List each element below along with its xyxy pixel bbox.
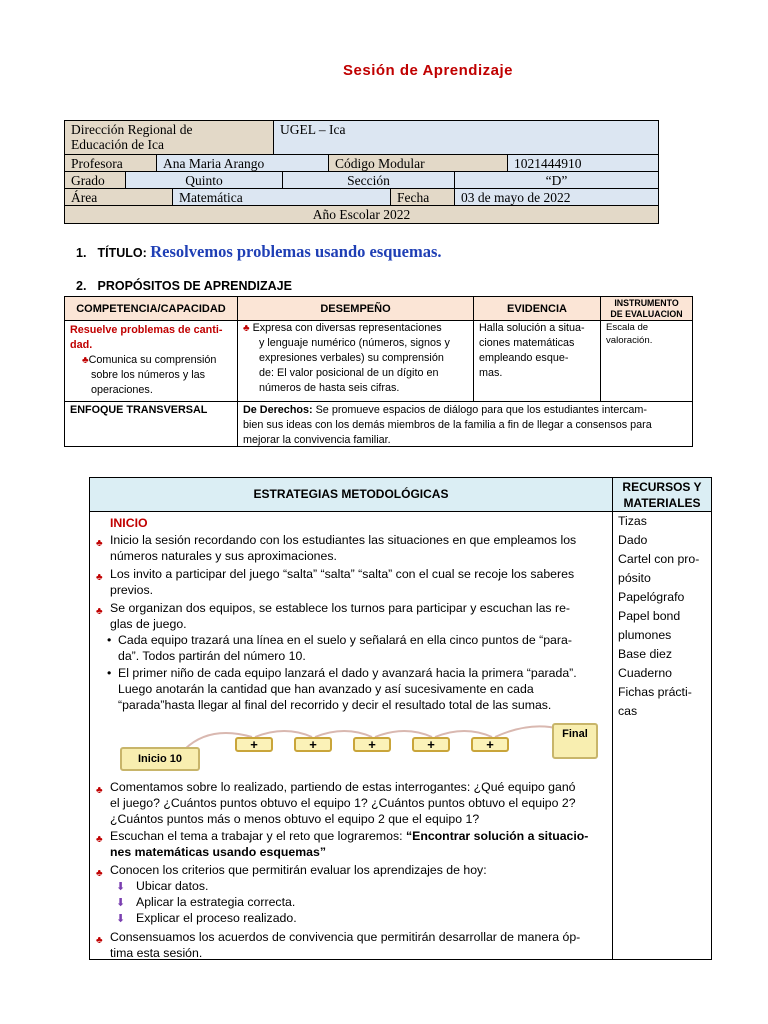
line-8: da”. Todos partirán del número 10. [118, 649, 306, 663]
area-value: Matemática [172, 188, 391, 206]
capacidad-line-1: Comunica su comprensión [88, 354, 217, 366]
instrumento-line-1: Escala de [606, 322, 649, 333]
propositos-heading [76, 279, 292, 293]
competencia-line-1: Resuelve problemas de canti- [70, 324, 223, 336]
recurso-item: plumones [618, 628, 672, 642]
criterio-1: Ubicar datos. [136, 879, 209, 893]
fecha-label: Fecha [390, 188, 455, 206]
instrumento-header-1: INSTRUMENTO [614, 298, 679, 308]
arc [495, 726, 560, 737]
line-6: glas de juego. [110, 617, 187, 631]
club-icon: ♣ [96, 606, 103, 617]
grado-value: Quinto [125, 171, 283, 189]
enfoque-label: ENFOQUE TRANSVERSAL [64, 401, 238, 447]
evidencia-cell [473, 320, 601, 402]
recurso-item: Base diez [618, 647, 673, 661]
line-7: Cada equipo trazará una línea en el suelo y señalará en ella cinco puntos de “para- [118, 633, 572, 647]
line-5: Se organizan dos equipos, se establece los turnos para participar y escuchan las re- [110, 601, 571, 615]
diagram-plus: + [294, 737, 332, 752]
capacidad-line-2: sobre los números y las [91, 369, 206, 381]
criterio-2: Aplicar la estrategia correcta. [136, 895, 296, 909]
line-4: previos. [110, 583, 154, 597]
line-16: nes matemáticas usando esquemas” [110, 845, 326, 859]
line-11: “parada”hasta llegar al final del recorrido y decir el resultado total de las sumas. [118, 698, 552, 712]
recurso-item: pósito [618, 571, 651, 585]
inicio-heading: INICIO [110, 516, 148, 530]
diagram-plus: + [353, 737, 391, 752]
club-icon: ♣ [96, 538, 103, 549]
recurso-item: Papel bond [618, 609, 681, 623]
instrumento-header [600, 296, 693, 321]
line-10: Luego anotarán la cantidad que han avanzado y así sucesivamente en cada [118, 682, 534, 696]
area-label: Área [64, 188, 173, 206]
propositos-number: 2. [76, 279, 87, 293]
line-15b: “Encontrar solución a situacio- [405, 829, 589, 843]
arrow-icon: ⬇ [116, 897, 126, 909]
recurso-item: Cuaderno [618, 666, 673, 680]
recursos-header-2: MATERIALES [623, 496, 701, 510]
recurso-item: Cartel con pro- [618, 552, 700, 566]
diagram-plus: + [471, 737, 509, 752]
enfoque-line-3: mejorar la convivencia familiar. [243, 434, 391, 446]
recurso-item: Dado [618, 533, 648, 547]
desempeno-header: DESEMPEÑO [237, 296, 474, 321]
club-icon: ♣ [96, 834, 103, 845]
line-13: el juego? ¿Cuántos puntos obtuvo el equipo 1? ¿Cuántos puntos obtuvo el equipo 2? [110, 796, 576, 810]
arrow-icon: ⬇ [116, 881, 126, 893]
club-icon: ♣ [96, 868, 103, 879]
enfoque-line-2: bien sus ideas con los demás miembros de la familia a fin de llegar a consensos para [243, 419, 652, 431]
seccion-value: “D” [454, 171, 659, 189]
diagram-plus: + [235, 737, 273, 752]
ugel-value: UGEL – Ica [280, 122, 346, 137]
seccion-label: Sección [282, 171, 455, 189]
instrumento-header-2: DE EVALUACION [610, 309, 683, 319]
estrategias-body [89, 511, 613, 960]
diagram-start: Inicio 10 [120, 747, 200, 771]
competencia-line-2: dad. [70, 339, 93, 351]
evidencia-line-4: mas. [479, 367, 503, 379]
anio-escolar: Año Escolar 2022 [64, 205, 659, 224]
enfoque-cell [237, 401, 693, 447]
instrumento-line-2: valoración. [606, 335, 653, 346]
recursos-header [612, 477, 712, 512]
recurso-item: Papelógrafo [618, 590, 685, 604]
desempeno-line-4: de: El valor posicional de un dígito en [259, 367, 439, 379]
evidencia-header: EVIDENCIA [473, 296, 601, 321]
club-icon: ♣ [96, 935, 103, 946]
propositos-label: PROPÓSITOS DE APRENDIZAJE [97, 279, 292, 293]
desempeno-line-2: y lenguaje numérico (números, signos y [259, 337, 450, 349]
bullet-dot: • [107, 666, 112, 680]
line-15 [110, 828, 588, 844]
desempeno-line-1: Expresa con diversas representaciones [252, 322, 442, 334]
enfoque-bold: De Derechos: [243, 404, 313, 416]
titulo-text: Resolvemos problemas usando esquemas. [150, 242, 442, 261]
line-18: Consensuamos los acuerdos de convivencia que permitirán desarrollar de manera óp- [110, 930, 581, 944]
arrow-icon: ⬇ [116, 913, 126, 925]
direccion-cell [64, 120, 274, 155]
line-17: Conocen los criterios que permitirán evaluar los aprendizajes de hoy: [110, 863, 487, 877]
diagram-end: Final [552, 723, 598, 759]
line-3: Los invito a participar del juego “salta” “salta” “salta” con el cual se recoje los saberes [110, 567, 575, 581]
line-9: El primer niño de cada equipo lanzará el dado y avanzará hacia la primera “parada”. [118, 666, 577, 680]
club-icon: ♣ [243, 323, 250, 334]
recursos-cell [612, 511, 712, 960]
titulo-number: 1. [76, 246, 87, 260]
titulo-heading [76, 242, 442, 262]
line-14: ¿Cuántos puntos más o menos obtuvo el equipo 2 que el equipo 1? [110, 812, 480, 826]
desempeno-cell [237, 320, 474, 402]
codigo-label: Código Modular [328, 154, 508, 172]
recursos-header-1: RECURSOS Y [622, 480, 702, 494]
line-15a: Escuchan el tema a trabajar y el reto que lograremos: [110, 829, 406, 843]
direccion-label-2: Educación de Ica [71, 137, 164, 152]
recurso-item: Tizas [618, 514, 647, 528]
ugel-cell [273, 120, 659, 155]
criterio-3: Explicar el proceso realizado. [136, 911, 297, 925]
line-1: Inicio la sesión recordando con los estudiantes las situaciones en que empleamos los [110, 533, 577, 547]
evidencia-line-2: ciones matemáticas [479, 337, 575, 349]
capacidad-line-3: operaciones. [91, 384, 153, 396]
evidencia-line-3: empleando esque- [479, 352, 569, 364]
diagram-plus: + [412, 737, 450, 752]
club-icon: ♣ [82, 355, 89, 366]
estrategias-header: ESTRATEGIAS METODOLÓGICAS [89, 477, 613, 512]
profesora-label: Profesora [64, 154, 157, 172]
competencia-cell [64, 320, 238, 402]
instrumento-cell [600, 320, 693, 402]
club-icon: ♣ [96, 785, 103, 796]
bullet-dot: • [107, 633, 112, 647]
fecha-value: 03 de mayo de 2022 [454, 188, 659, 206]
codigo-value: 1021444910 [507, 154, 659, 172]
competencia-header: COMPETENCIA/CAPACIDAD [64, 296, 238, 321]
evidencia-line-1: Halla solución a situa- [479, 322, 585, 334]
grado-label: Grado [64, 171, 126, 189]
titulo-label: TÍTULO: [97, 246, 147, 260]
page-title: Sesión de Aprendizaje [343, 62, 513, 79]
recurso-item: Fichas prácti- [618, 685, 692, 699]
line-2: números naturales y sus aproximaciones. [110, 549, 337, 563]
line-12: Comentamos sobre lo realizado, partiendo de estas interrogantes: ¿Qué equipo ganó [110, 780, 576, 794]
recurso-item: cas [618, 704, 638, 718]
club-icon: ♣ [96, 572, 103, 583]
desempeno-line-3: expresiones verbales) su comprensión [259, 352, 444, 364]
desempeno-line-5: números de hasta seis cifras. [259, 382, 400, 394]
profesora-value: Ana Maria Arango [156, 154, 329, 172]
direccion-label: Dirección Regional de [71, 122, 193, 137]
enfoque-line-1: Se promueve espacios de diálogo para que los estudiantes intercam- [315, 404, 647, 416]
line-19: tima esta sesión. [110, 946, 203, 960]
